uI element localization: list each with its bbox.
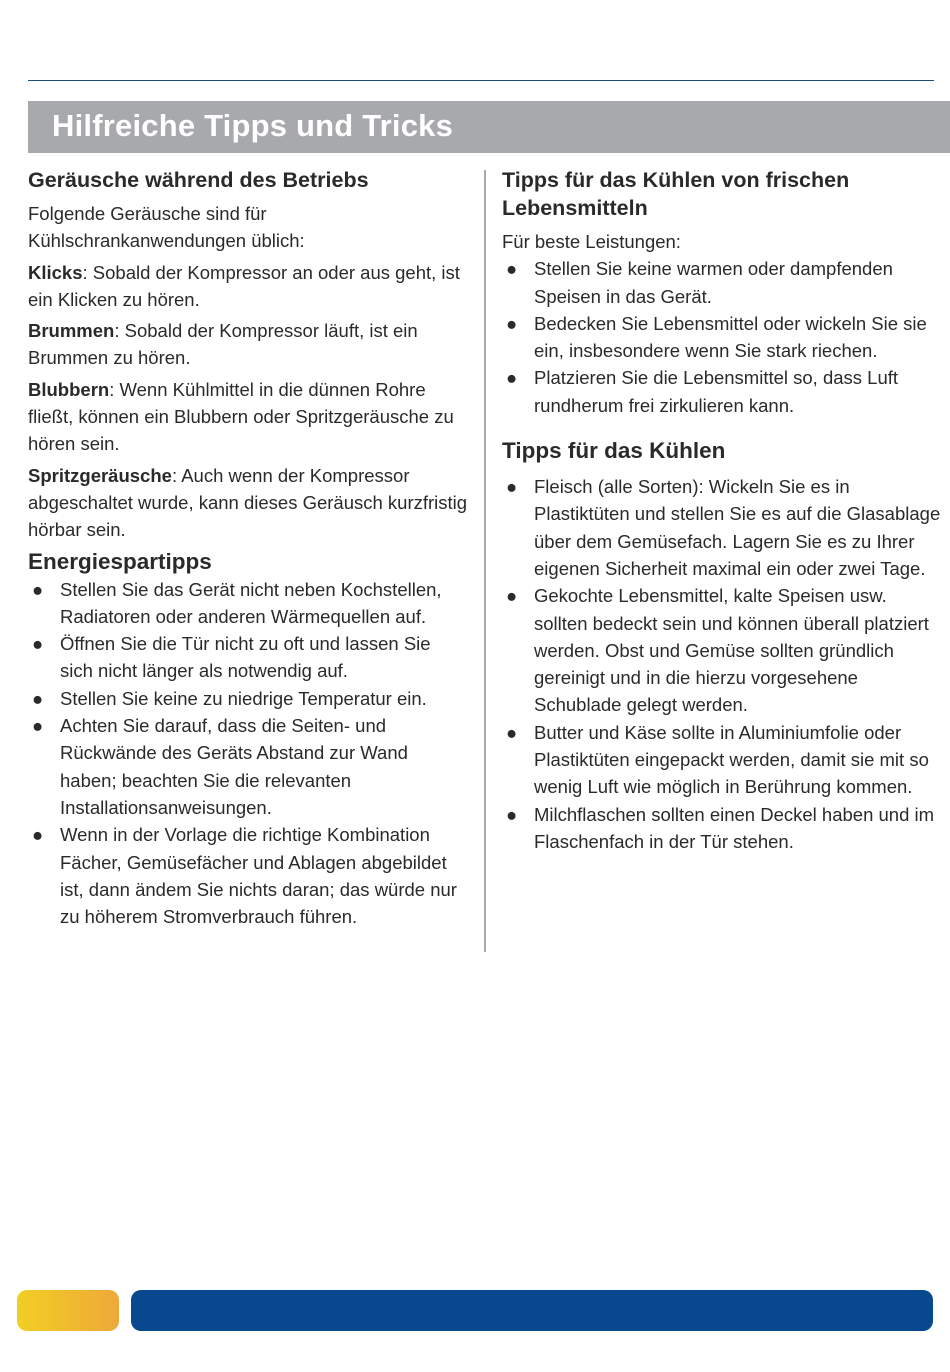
- noise-item-splash: Spritzgeräusche: Auch wenn der Kompressor abgeschaltet wurde, kann dieses Geräusch kurzfristig hörbar sein.: [28, 464, 468, 541]
- top-rule: [28, 80, 934, 81]
- bullet-icon: ●: [506, 585, 518, 607]
- noise-item-clicks: Klicks: Sobald der Kompressor an oder aus geht, ist ein Klicken zu hören.: [28, 261, 460, 310]
- list-item: ● Stellen Sie keine warmen oder dampfenden Speisen in das Gerät.: [502, 255, 942, 310]
- list-item: ● Öffnen Sie die Tür nicht zu oft und lassen Sie sich nicht länger als notwendig auf.: [28, 630, 468, 685]
- noise-intro: Folgende Geräusche sind für Kühlschrankanwendungen üblich:: [28, 203, 305, 252]
- fresh-heading: Tipps für das Kühlen von frischen Lebensmitteln: [502, 168, 850, 220]
- list-item: ● Fleisch (alle Sorten): Wickeln Sie es in Plastiktüten und stellen Sie es auf die Glasablage über dem Gemüsefach. Lagern Sie es zu Ihrer eigenen Sicherheit maximal ein oder zwei Tage.: [502, 473, 942, 582]
- list-item: ● Wenn in der Vorlage die richtige Kombination Fächer, Gemüsefächer und Ablagen abgebildet ist, dann ändem Sie nichts daran; das würde nur zu höherem Stromverbrauch führen.: [28, 821, 468, 930]
- bullet-icon: ●: [506, 258, 518, 280]
- bullet-icon: ●: [32, 633, 44, 655]
- page-title: Hilfreiche Tipps und Tricks: [52, 108, 454, 143]
- bullet-icon: ●: [506, 476, 518, 498]
- bullet-icon: ●: [32, 715, 44, 737]
- bullet-icon: ●: [506, 803, 518, 825]
- list-item: ● Gekochte Lebensmittel, kalte Speisen usw. sollten bedeckt sein und können überall platziert werden. Obst und Gemüse sollten gründlich gereinigt und in die hierzu vorgesehene Schublade gelegt werden.: [502, 582, 942, 718]
- right-column: [502, 166, 942, 855]
- section-title-bar: [28, 101, 950, 153]
- list-item: ● Stellen Sie das Gerät nicht neben Kochstellen, Radiatoren oder anderen Wärmequellen auf.: [28, 576, 468, 631]
- bullet-icon: ●: [32, 687, 44, 709]
- bullet-icon: ●: [506, 721, 518, 743]
- bullet-icon: ●: [506, 367, 518, 389]
- left-column: [28, 166, 468, 930]
- list-item: ● Bedecken Sie Lebensmittel oder wickeln Sie sie ein, insbesondere wenn Sie stark riechen.: [502, 310, 942, 365]
- cooling-heading: Tipps für das Kühlen: [502, 438, 726, 464]
- bullet-icon: ●: [32, 824, 44, 846]
- footer-accent-tab: [17, 1290, 119, 1331]
- noise-item-bubble: Blubbern: Wenn Kühlmittel in die dünnen Rohre fließt, können ein Blubbern oder Spritzgeräusche zu hören sein.: [28, 378, 454, 455]
- noise-heading: Geräusche während des Betriebs: [28, 168, 369, 192]
- energy-list: [28, 576, 468, 931]
- bullet-icon: ●: [506, 312, 518, 334]
- footer-bar: [131, 1290, 933, 1331]
- list-item: ● Achten Sie darauf, dass die Seiten- und Rückwände des Geräts Abstand zur Wand haben; beachten Sie die relevanten Installationsanweisungen.: [28, 712, 468, 821]
- list-item: ● Platzieren Sie die Lebensmittel so, dass Luft rundherum frei zirkulieren kann.: [502, 364, 942, 419]
- cooling-list: [502, 473, 942, 855]
- list-item: ● Stellen Sie keine zu niedrige Temperatur ein.: [28, 685, 468, 712]
- noise-item-hum: Brummen: Sobald der Kompressor läuft, ist ein Brummen zu hören.: [28, 320, 418, 369]
- column-divider: [484, 170, 486, 952]
- bullet-icon: ●: [32, 578, 44, 600]
- energy-heading: Energiespartipps: [28, 548, 212, 574]
- fresh-intro: Für beste Leistungen:: [502, 231, 681, 252]
- list-item: ● Milchflaschen sollten einen Deckel haben und im Flaschenfach in der Tür stehen.: [502, 801, 942, 856]
- list-item: ● Butter und Käse sollte in Aluminiumfolie oder Plastiktüten eingepackt werden, damit sie mit so wenig Luft wie möglich in Berührung kommen.: [502, 719, 942, 801]
- fresh-list: [502, 255, 942, 419]
